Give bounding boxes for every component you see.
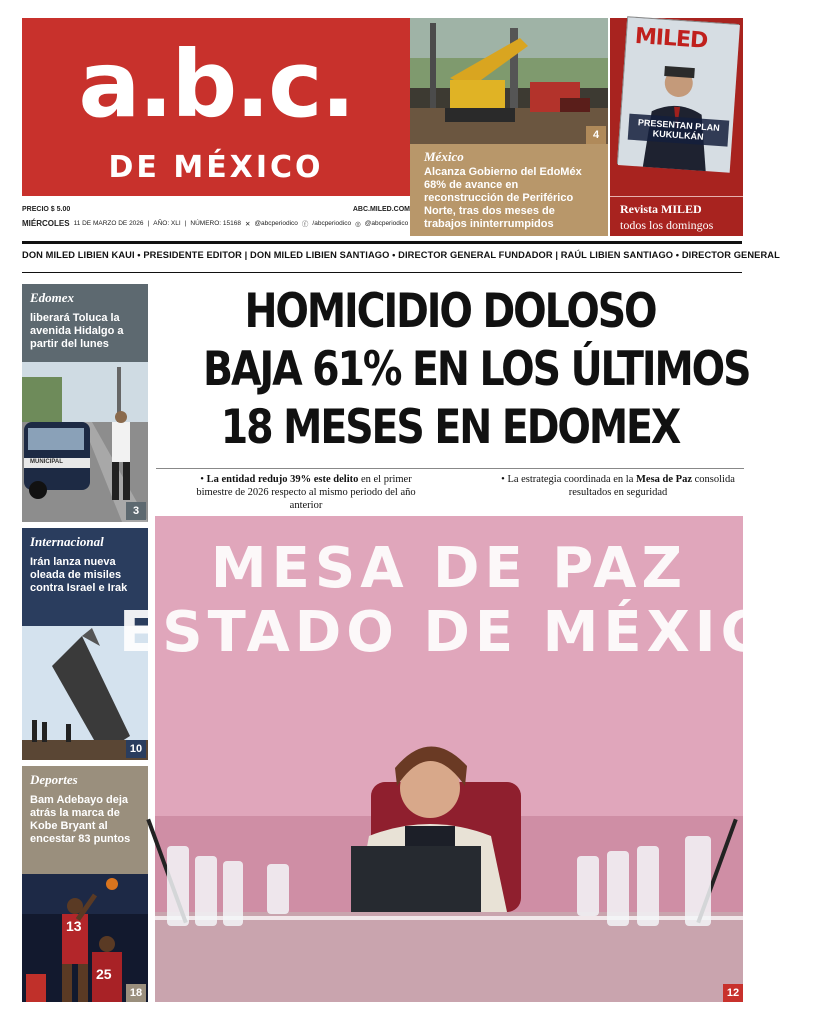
basketball-players-illustration	[22, 874, 148, 1002]
sidebar-item-edomex[interactable]	[22, 284, 148, 522]
date-line: MIÉRCOLES 11 DE MARZO DE 2026 | AÑO: XLI | NÚMERO: 15168 ✕ @abcperiodico ⓕ /abcperiodico ◎ @abcperiodico	[22, 219, 409, 228]
photo-banner-text: ESTADO DE MÉXICO	[119, 600, 819, 665]
x-handle[interactable]: @abcperiodico	[254, 220, 298, 227]
sidebar-headline[interactable]: liberará Toluca la avenida Hidalgo a partir del lunes	[30, 312, 124, 350]
section-label: Deportes	[30, 772, 78, 787]
basketball-photo	[22, 874, 148, 1002]
main-headline-line: 18 MESES EN EDOMEX	[220, 400, 680, 455]
street-photo	[22, 362, 148, 522]
issue-number: NÚMERO: 15168	[190, 220, 241, 227]
page-number-badge: 4	[586, 126, 606, 144]
x-social-icon[interactable]: ✕	[244, 220, 251, 228]
facebook-icon[interactable]: ⓕ	[301, 221, 309, 228]
main-headline-line: HOMICIDIO DOLOSO	[244, 284, 656, 339]
divider	[22, 272, 742, 273]
teaser-mexico[interactable]	[410, 18, 608, 236]
excavator-illustration	[410, 18, 608, 144]
divider	[22, 241, 742, 244]
masthead	[22, 18, 410, 196]
main-headline[interactable]	[203, 283, 750, 457]
deck-left-bold: La entidad redujo 39% este delito	[206, 474, 359, 485]
deck-right-bold: Mesa de Paz	[636, 474, 692, 485]
deck-left-text: en el primer bimestre de 2026 respecto al mismo periodo del año anterior	[196, 474, 416, 511]
jersey-number: 25	[96, 966, 112, 982]
construction-photo	[410, 18, 608, 144]
main-headline-line: BAJA 61% EN LOS ÚLTIMOS	[203, 342, 750, 397]
magazine-caption[interactable]	[620, 201, 745, 233]
price-label: PRECIO $ 5.00	[22, 206, 71, 213]
section-label: Internacional	[30, 534, 104, 549]
sidebar-item-deportes[interactable]	[22, 766, 148, 1002]
page-number-badge: 18	[126, 984, 146, 1002]
sidebar-header	[22, 284, 148, 362]
magazine-cover[interactable]	[617, 16, 739, 171]
page-number-badge: 12	[723, 984, 743, 1002]
instagram-handle[interactable]: @abcperiodico	[364, 220, 409, 227]
weekday: MIÉRCOLES	[22, 219, 70, 228]
sidebar-headline[interactable]: Irán lanza nueva oleada de misiles contra Israel e Irak	[30, 556, 128, 594]
divider	[156, 468, 744, 469]
deck-left: • La entidad redujo 39% este delito en el primer bimestre de 2026 respecto al mismo periodo del año anterior	[196, 474, 416, 511]
police-car-illustration	[22, 362, 148, 522]
section-label: Edomex	[30, 290, 75, 305]
sidebar-headline[interactable]: Bam Adebayo deja atrás la marca de Kobe Bryant al encestar 83 puntos	[30, 794, 131, 845]
car-text: MUNICIPAL	[30, 459, 63, 465]
page-number-badge: 3	[126, 502, 146, 520]
teaser-magazine[interactable]	[610, 18, 743, 236]
newspaper-logo[interactable]: a.b.c.	[78, 31, 354, 138]
deck-right-text: La estrategia coordinada en la	[507, 474, 636, 485]
page-number-badge: 10	[126, 740, 146, 758]
sidebar-header	[22, 766, 148, 874]
newspaper-subtitle: DE MÉXICO	[108, 150, 324, 185]
site-url-link[interactable]: ABC.MILED.COM	[352, 206, 410, 213]
photo-banner-text: MESA DE PAZ	[210, 536, 688, 601]
section-label: México	[424, 149, 464, 164]
jersey-number: 13	[66, 918, 82, 934]
divider	[610, 196, 743, 197]
teaser-headline[interactable]: Alcanza Gobierno del EdoMéx 68% de avance en reconstrucción de Periférico Norte, tras dos meses de trabajos ininterrumpidos	[424, 166, 582, 230]
facebook-handle[interactable]: /abcperiodico	[312, 220, 352, 227]
deck-right: • La estrategia coordinada en la Mesa de Paz consolida resultados en seguridad	[501, 474, 735, 498]
issue-info-bar	[22, 200, 410, 236]
magazine-cover-headline: PRESENTAN PLAN KUKULKÁN	[628, 114, 730, 147]
directors-bar: DON MILED LIBIEN KAUI • PRESIDENTE EDITOR | DON MILED LIBIEN SANTIAGO • DIRECTOR GENERAL FUNDADOR | RAÚL LIBIEN SANTIAGO • DIRECTOR GENERAL	[22, 250, 780, 260]
magazine-title: MILED	[634, 23, 709, 54]
magazine-schedule: todos los domingos	[620, 218, 714, 232]
issue-date: 11 DE MARZO DE 2026	[73, 220, 144, 227]
issue-year: AÑO: XLI	[153, 220, 181, 227]
magazine-name: Revista MILED	[620, 202, 702, 216]
deck-right-text: consolida resultados en seguridad	[568, 474, 735, 498]
instagram-icon[interactable]: ◎	[355, 220, 361, 228]
